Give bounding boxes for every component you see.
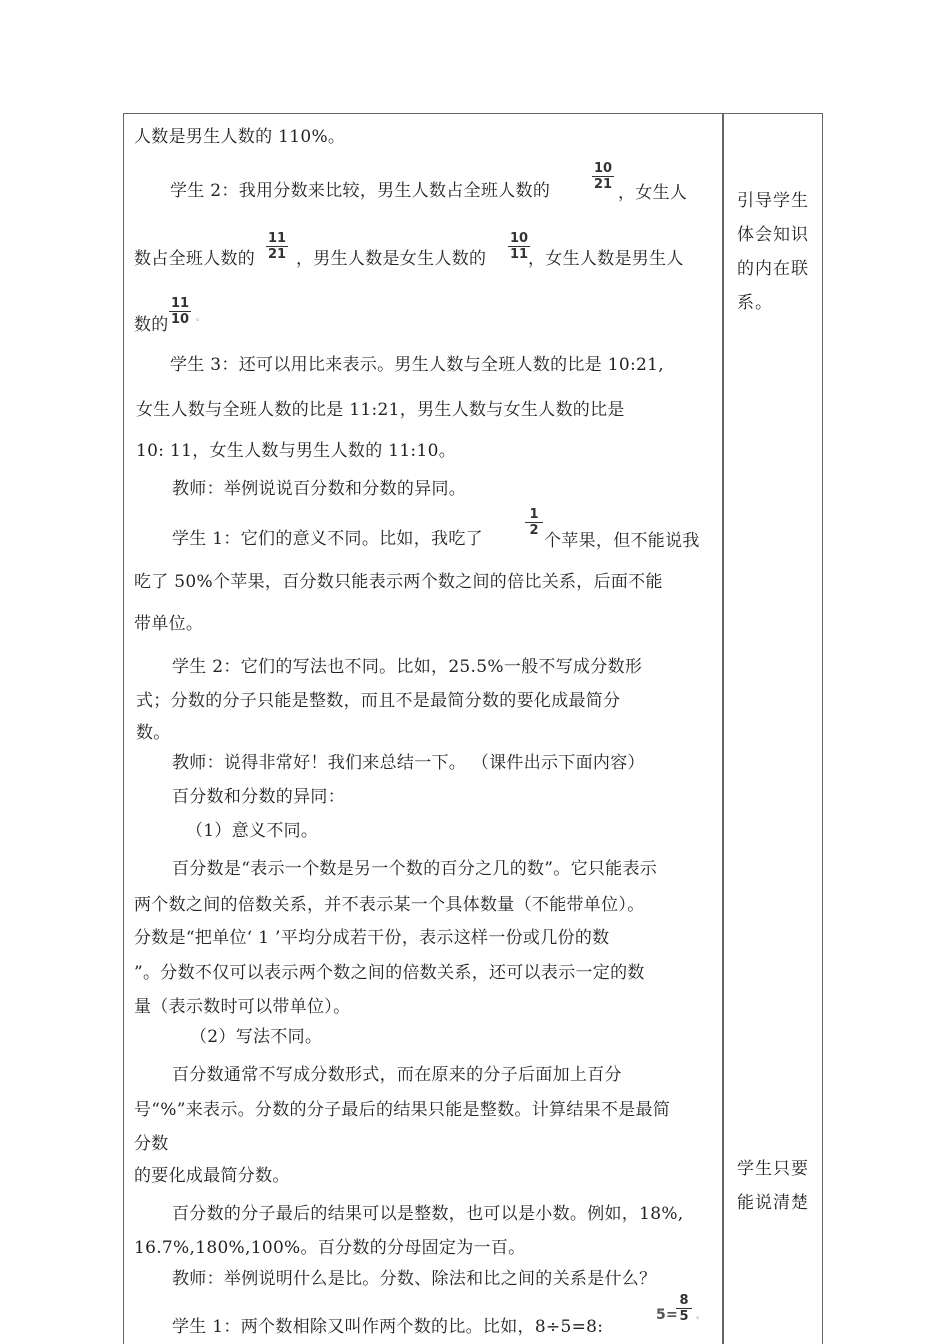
text-line: 两个数之间的倍数关系，并不表示某一个具体数量（不能带单位）。 bbox=[134, 895, 645, 915]
period-mark: 。 bbox=[196, 313, 206, 323]
fraction-11-10: 11 10 bbox=[170, 296, 190, 327]
text-line: 分数是“把单位‘ 1 ’平均分成若干份，表示这样一份或几份的数 bbox=[134, 928, 610, 948]
text-line: 学生 2：它们的写法也不同。比如，25.5%一般不写成分数形 bbox=[172, 657, 643, 677]
text-line: 学生 1：两个数相除又叫作两个数的比。比如，8÷5=8: bbox=[172, 1317, 604, 1337]
text-line: （1）意义不同。 bbox=[186, 821, 319, 841]
text-line: 百分数和分数的异同： bbox=[172, 787, 345, 807]
text-line: 数的 bbox=[134, 315, 169, 335]
text-line: 百分数通常不写成分数形式，而在原来的分子后面加上百分 bbox=[172, 1065, 622, 1085]
text-line: 号“%”来表示。分数的分子最后的结果只能是整数。计算结果不是最简 bbox=[134, 1100, 671, 1120]
text-line: 百分数的分子最后的结果可以是整数，也可以是小数。例如，18%, bbox=[172, 1204, 684, 1224]
fraction-1-2: 1 2 bbox=[525, 508, 543, 537]
fraction-10-21: 10 21 bbox=[593, 161, 613, 192]
text-line: 16.7%,180%,100%。百分数的分母固定为一百。 bbox=[134, 1238, 526, 1258]
text-line: 带单位。 bbox=[134, 614, 204, 634]
text-line: 教师：举例说说百分数和分数的异同。 bbox=[172, 479, 467, 499]
side-note-1: 引导学生体会知识的内在联系。 bbox=[737, 191, 809, 313]
text-line: 分数 bbox=[134, 1134, 169, 1154]
text-line: 个苹果，但不能说我 bbox=[544, 531, 700, 551]
fraction-11-21: 11 21 bbox=[267, 231, 287, 262]
table-frame bbox=[123, 113, 823, 1344]
text-line: 数。 bbox=[136, 723, 171, 743]
text-line: 女生人数与全班人数的比是 11:21，男生人数与女生人数的比是 bbox=[136, 400, 625, 420]
text-line: ，女生人数是男生人 bbox=[528, 249, 684, 269]
text-line: 数占全班人数的 bbox=[134, 249, 256, 269]
side-note-2: 学生只要能说清楚 bbox=[737, 1159, 809, 1213]
text-line: 的要化成最简分数。 bbox=[134, 1166, 290, 1186]
text-line: 式；分数的分子只能是整数，而且不是最简分数的要化成最简分 bbox=[136, 691, 621, 711]
text-line: （2）写法不同。 bbox=[190, 1027, 323, 1047]
equation-prefix: 5= bbox=[656, 1307, 679, 1323]
text-line: 10: 11，女生人数与男生人数的 11:10。 bbox=[136, 441, 456, 461]
column-divider bbox=[722, 113, 724, 1344]
text-line: 百分数是“表示一个数是另一个数的百分之几的数”。它只能表示 bbox=[172, 859, 658, 879]
text-line: 吃了 50%个苹果，百分数只能表示两个数之间的倍比关系，后面不能 bbox=[134, 572, 663, 592]
text-line: 学生 1：它们的意义不同。比如，我吃了 bbox=[172, 529, 483, 549]
period-mark: 。 bbox=[696, 1311, 706, 1321]
text-line: ，男生人数是女生人数的 bbox=[296, 249, 487, 269]
text-line: 人数是男生人数的 110%。 bbox=[134, 127, 346, 147]
text-line: 学生 3：还可以用比来表示。男生人数与全班人数的比是 10:21, bbox=[170, 355, 664, 375]
text-line: 教师：说得非常好！我们来总结一下。 （课件出示下面内容） bbox=[172, 753, 645, 773]
text-line: ，女生人 bbox=[618, 183, 688, 203]
text-line: 教师：举例说明什么是比。分数、除法和比之间的关系是什么？ bbox=[172, 1269, 657, 1289]
text-line: 学生 2：我用分数来比较，男生人数占全班人数的 bbox=[170, 181, 551, 201]
fraction-10-11: 10 11 bbox=[509, 231, 529, 262]
text-line: 量（表示数时可以带单位）。 bbox=[134, 997, 351, 1017]
fraction-8-5: 8 5 bbox=[676, 1294, 692, 1323]
text-line: ”。分数不仅可以表示两个数之间的倍数关系，还可以表示一定的数 bbox=[134, 963, 645, 983]
